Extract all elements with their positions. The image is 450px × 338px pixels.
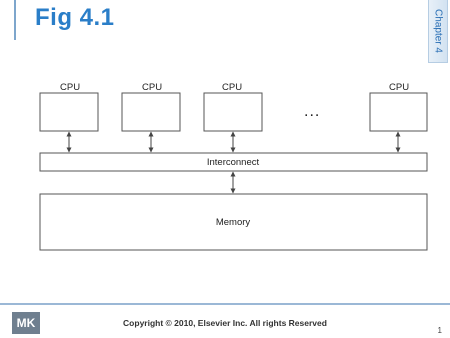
svg-text:MK: MK	[16, 316, 36, 330]
cpu-ellipsis: ...	[304, 103, 321, 120]
slide-title: Fig 4.1	[35, 4, 115, 31]
memory-label: Memory	[215, 217, 251, 228]
cpu-label-1: CPU	[60, 82, 81, 93]
footer-rule	[0, 303, 450, 305]
copyright-notice: Copyright © 2010, Elsevier Inc. All rights Reserved	[123, 318, 327, 328]
cpu-label-3: CPU	[222, 82, 243, 93]
interconnect-label: Interconnect	[206, 157, 260, 168]
cpu-box-3	[204, 93, 262, 131]
cpu-box-2	[122, 93, 180, 131]
page-number: 1	[437, 326, 442, 335]
cpu-label-2: CPU	[142, 82, 163, 93]
cpu-box-1	[40, 93, 98, 131]
chapter-tab-label: Chapter 4	[432, 9, 444, 53]
cpu-box-4	[370, 93, 427, 131]
cpu-label-4: CPU	[389, 82, 410, 93]
